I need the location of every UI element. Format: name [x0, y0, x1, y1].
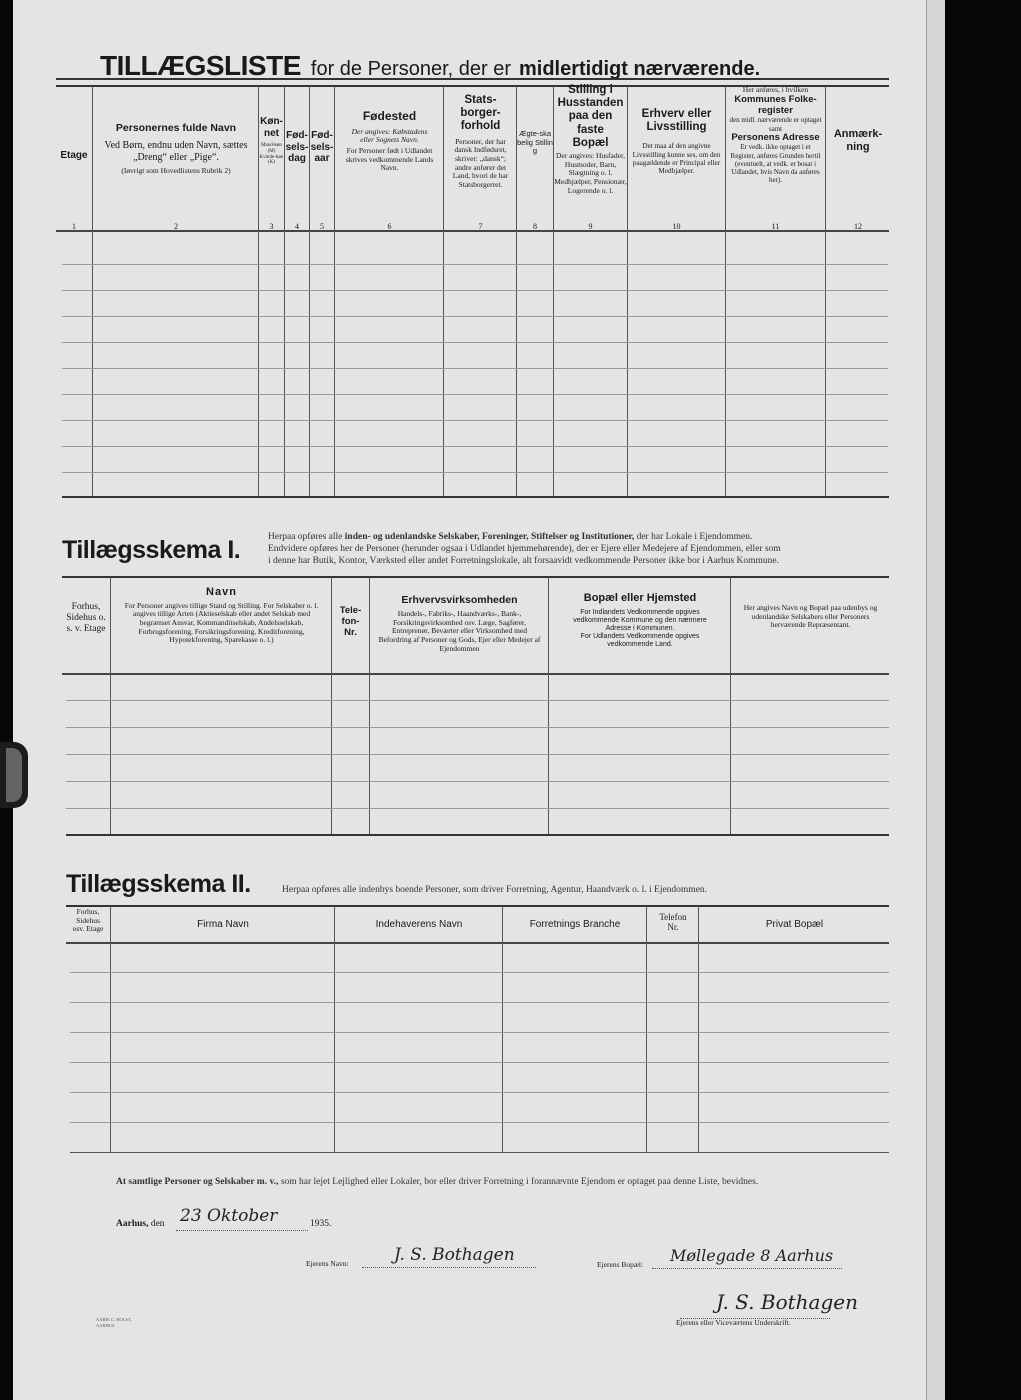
skema2-col-divider	[698, 906, 699, 1152]
skema1-row-rule	[66, 754, 889, 755]
col-foedselsaar: Fød-sels-aar	[310, 130, 334, 164]
skema1-col-divider	[730, 577, 731, 834]
col-number: 4	[295, 222, 299, 231]
list-row-rule	[62, 472, 888, 473]
skema2-row-rule	[70, 1002, 889, 1003]
skema2-col-divider	[502, 906, 503, 1152]
skema2-col-firma: Firma Navn	[197, 919, 249, 930]
col-anmaerkning: Anmærk-ning	[833, 128, 883, 153]
skema1-title: Tillægsskema I.	[62, 536, 241, 564]
list-col-divider	[92, 86, 93, 496]
skema1-col-etage: Forhus, Sidehus o. s. v. Etage	[66, 602, 106, 634]
skema2-intro: Herpaa opføres alle indenbys boende Personer, som driver Forretning, Agentur, Haandværk o. l. i Ejendommen.	[282, 885, 708, 895]
signature-label: Ejerens eller Viceværtens Underskrift.	[676, 1318, 791, 1327]
owner-address-dotted-line	[652, 1268, 842, 1269]
list-row-rule	[62, 368, 888, 369]
skema2-col-divider	[646, 906, 647, 1152]
binding-clip-highlight	[6, 748, 22, 802]
col-number: 6	[387, 222, 392, 231]
skema1-bottom-rule	[66, 834, 889, 836]
list-row-rule	[62, 264, 888, 265]
skema2-col-telefon: Telefon Nr.	[659, 912, 687, 933]
skema1-row-rule	[66, 808, 889, 809]
owner-address-label: Ejerens Bopæl:	[597, 1260, 644, 1269]
list-col-divider	[443, 86, 444, 496]
col-statsborger-header: Stats-borger-forhold Personer, der har dansk Indfødsret, skriver: „dansk“; andre anfører det Land, hvori de har Statsborgerret.	[452, 94, 509, 189]
skema1-col-navn: Navn For Personer angives tillige Stand og Stilling. For Selskaber o. l. angives tillige Arten (Aktieselskab eller andet Selskab med begrænset Ansvar, Kommanditselskab, Andelsselskab, Forbrugsforening, Forsikringsforening, Kreditforening, Hypotekforening, Sparekasse o. l.)	[124, 586, 319, 645]
title-mid: for de Personer, der er	[310, 58, 511, 80]
skema1-col-repr: Her angives Navn og Bopæl paa udenbys og udenlandske Selskabers eller Personers herværende Repræsentant.	[743, 603, 878, 630]
skema2-bottom-rule	[70, 1152, 889, 1153]
col-number: 1	[72, 222, 76, 231]
skema1-col-telefon: Tele-fon-Nr.	[339, 605, 362, 638]
list-row-rule	[62, 290, 888, 291]
date-dotted-line	[176, 1230, 308, 1231]
list-top-rule	[56, 78, 889, 80]
skema2-row-rule	[70, 972, 889, 973]
skema1-header-top	[62, 576, 889, 578]
list-bottom-rule	[62, 496, 889, 498]
col-number: 9	[588, 222, 593, 231]
place-date-line: Aarhus, den	[116, 1219, 165, 1229]
skema1-col-divider	[110, 577, 111, 834]
skema2-col-indehaver: Indehaverens Navn	[375, 919, 463, 930]
skema2-row-rule	[70, 1122, 889, 1123]
skema1-row-rule	[66, 700, 889, 701]
owner-address-handwriting: Møllegade 8 Aarhus	[670, 1246, 834, 1265]
declaration: At samtlige Personer og Selskaber m. v., som har lejet Lejlighed eller Lokaler, bor eller driver Forretning i forannævnte Ejendom er optaget paa denne Liste, bevidnes.	[116, 1177, 759, 1187]
col-erhverv-header: Erhverv eller Livsstilling Det maa af den angivne Livsstilling kunne ses, om den paagældende er Principal eller Medhjælper.	[632, 108, 721, 176]
handwritten-date: 23 Oktober	[180, 1206, 278, 1226]
col-number: 7	[478, 222, 483, 231]
skema1-col-divider	[548, 577, 549, 834]
printer-mark: AARH. C. HOLST, AARHUS	[96, 1317, 132, 1328]
skema2-row-rule	[70, 1092, 889, 1093]
col-number: 10	[672, 222, 681, 231]
skema1-row-rule	[66, 727, 889, 728]
col-name-header: Personernes fulde Navn Ved Børn, endnu uden Navn, sættes „Dreng“ eller „Pige“. (Iøvrigt som Hovedlistens Rubrik 2)	[104, 122, 248, 176]
owner-name-handwriting: J. S. Bothagen	[394, 1245, 515, 1265]
col-number: 12	[854, 222, 862, 231]
skema2-row-rule	[70, 1032, 889, 1033]
skema2-header-bottom	[66, 942, 889, 944]
skema2-col-branche: Forretnings Branche	[529, 919, 621, 930]
signature-handwriting: J. S. Bothagen	[716, 1290, 858, 1314]
col-number: 8	[533, 222, 537, 231]
skema2-title: Tillægsskema II.	[66, 870, 251, 898]
skema1-col-bopael: Bopæl eller Hjemsted For Indlandets Vedkommende opgives vedkommende Kommune og den nærmere Adresse i Kommunen. For Udlandets Vedkommende opgives vedkommende Land.	[573, 592, 707, 648]
col-foedselsdag: Fød-sels-dag	[285, 130, 309, 164]
owner-name-dotted-line	[362, 1267, 536, 1268]
col-koennet-header: Køn-net Mand-køn (M) Kvinde-køn (K)	[259, 116, 284, 166]
year: 1935.	[310, 1219, 332, 1229]
col-stilling-header: Stilling i Husstanden paa den faste Bopæl Der angives: Husfader, Husmoder, Barn, Slægtning o. l. Medhjælper, Pensionær, Logerende o. l.	[554, 84, 627, 195]
skema2-col-divider	[334, 906, 335, 1152]
col-number: 5	[320, 222, 324, 231]
list-col-divider	[334, 86, 335, 496]
title-main: TILLÆGSLISTE	[100, 50, 301, 81]
col-number: 2	[174, 222, 178, 231]
col-foedested-header: Fødested Der angives: Købstadens eller Sognets Navn. For Personer født i Udlandet skrives vedkommende Lands Navn.	[345, 109, 434, 173]
title-end: midlertidigt nærværende.	[519, 58, 761, 80]
skema1-col-divider	[369, 577, 370, 834]
list-row-rule	[62, 342, 888, 343]
col-aegteskab-header: Ægte-skabelig Stilling	[517, 129, 553, 156]
skema2-col-etage: Forhus, Sidehus osv. Etage	[72, 907, 104, 934]
list-row-rule	[62, 446, 888, 447]
col-number: 3	[269, 222, 274, 231]
list-row-rule	[62, 316, 888, 317]
list-row-rule	[62, 420, 888, 421]
skema2-header-top	[66, 905, 889, 907]
skema1-intro: Herpaa opføres alle inden- og udenlandske Selskaber, Foreninger, Stiftelser og Institutioner, der har Lokale i Ejendommen. Endvidere opføres her de Personer (herunder ogsaa i Udlandet hjemmehørende), der er Ejere eller Medejere af Ejendommen, eller som i denne har Butik, Kontor, Værksted eller andet Forretningslokale, alt forsaavidt vedkommende Personer ikke bor i Aarhus Kommune.	[268, 532, 781, 566]
skema2-col-bopael: Privat Bopæl	[765, 919, 824, 930]
next-page-edge	[926, 0, 945, 1400]
list-col-divider	[825, 86, 826, 496]
owner-name-label: Ejerens Navn:	[306, 1259, 349, 1268]
skema1-row-rule	[66, 781, 889, 782]
list-row-rule	[62, 394, 888, 395]
col-folkeregister-header: Her anføres, i hvilken Kommunes Folke-register den midl. nærværende er optaget samt Personens Adresse Er vedk. ikke optaget i et Register, anføres Grunden hertil (eventuelt, at vedk. er bosat i Udlandet, hvis Navn da anføres her).	[729, 85, 822, 184]
skema2-row-rule	[70, 1062, 889, 1063]
col-number: 11	[771, 222, 780, 231]
skema2-col-divider	[110, 906, 111, 1152]
skema1-col-erhverv: Erhvervsvirksomheden Handels-, Fabriks-, Haandværks-, Bank-, Forsikringsvirksomhed osv. Læge, Sagfører, Entreprenør, Beværter eller Virksomhed med Befordring af Personer og Gods, Ejer eller Medejer af Ejendommen	[378, 594, 541, 653]
skema1-header-bottom	[62, 673, 889, 675]
col-etage: Etage	[60, 150, 88, 161]
